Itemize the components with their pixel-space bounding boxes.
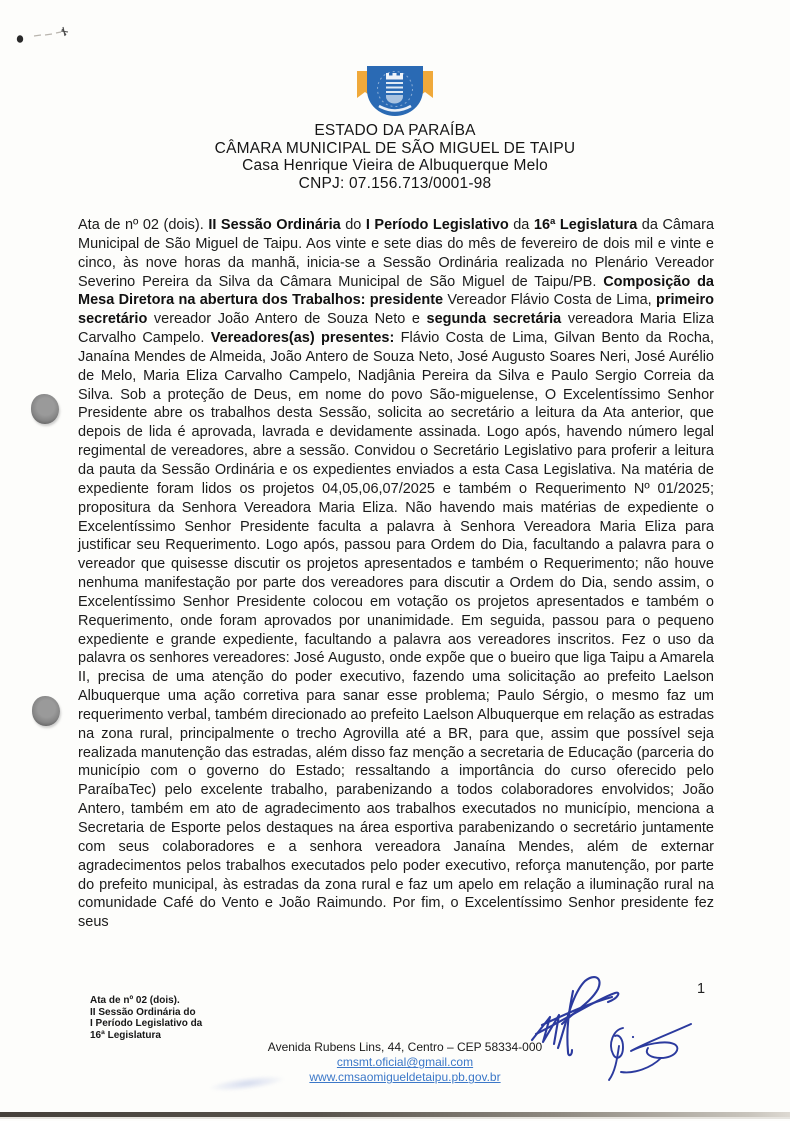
footer-ref-line: 16ª Legislatura xyxy=(90,1029,161,1041)
footer-ata-reference xyxy=(90,995,202,1041)
org-name-line: CÂMARA MUNICIPAL DE SÃO MIGUEL DE TAIPU xyxy=(214,139,576,157)
footer-ref-line: Ata de nº 02 (dois). xyxy=(90,995,180,1006)
pen-marks xyxy=(10,22,110,67)
municipal-crest-logo xyxy=(353,62,437,122)
scan-edge-shadow xyxy=(0,1117,790,1119)
state-line: ESTADO DA PARAÍBA xyxy=(314,122,476,139)
ata-body-text: Ata de nº 02 (dois). II Sessão Ordinária do I Período Legislativo da 16ª Legislatura da Câmara Municipal de São Miguel de Taipu. Aos vinte e sete dias do mês de fevereiro de dois mil e vinte e cinco, às nove horas da manhã, inicia-se a Sessão Ordinária realizada no Plenário Vereador Severino Pereira da Silva da Câmara Municipal de São Miguel de Taipu/PB. Composição da Mesa Diretora na abertura dos Trabalhos: presidente Vereador Flávio Costa de Lima, primeiro secretário vereador João Antero de Souza Neto e segunda secretária vereadora Maria Eliza Carvalho Campelo. Vereadores(as) presentes: Flávio Costa de Lima, Gilvan Bento da Rocha, Janaína Mendes de Almeida, João Antero de Souza Neto, José Augusto Soares Neri, José Aurélio de Melo, Maria Eliza Carvalho Campelo, Nadjânia Pereira da Silva e Paulo Sergio Correia da Silva. Sob a proteção de Deus, em nome do povo São-miguelense, O Excelentíssimo Senhor Presidente abre os trabalhos desta Sessão, solicita ao secretário a leitura da Ata anterior, que depois de lida é aprovada, lavrada e devidamente assinada. Logo após, havendo número legal regimental de vereadores, abre a sessão. Convidou o Secretário Legislativo para proferir a leitura da pauta da Sessão Ordinária e os expedientes enviados a esta Casa Legislativa. Na matéria de expediente foram lidos os projetos 04,05,06,07/2025 e também o Requerimento Nº 01/2025; propositura da Senhora Vereadora Maria Eliza. Não havendo mais matérias de expediente o Excelentíssimo Senhor Presidente faculta a palavra à Senhora Vereadora Maria Eliza para justificar seu Requerimento. Logo após, passou para Ordem do Dia, facultando a palavra para o vereador que quisesse discutir os projetos apresentados e também o Requerimento; não houve nenhuma manifestação por parte dos vereadores para discutir a Ordem do Dia, sendo assim, o Excelentíssimo Senhor Presidente colocou em votação os projetos apresentados e também o Requerimento, onde foram aprovados por unanimidade. Em seguida, passou para o pequeno expediente e grande expediente, facultando a palavra aos vereadores inscritos. Fez o uso da palavra os senhores vereadores: José Augusto, onde expõe que o bueiro que liga Taipu a Amarela II, precisa de uma atenção do poder executivo, fazendo uma solicitação ao prefeito Laelson Albuquerque uma ação corretiva para sanar esse problema; Paulo Sérgio, o mesmo faz um requerimento verbal, também direcionado ao prefeito Laelson Albuquerque em relação as estradas na zona rural, principalmente o trecho Agrovilla até a BR, para que, assim que possível seja realizada manutenção das estradas, além disso faz menção a secretaria de Educação (parceria do município com o governo do Estado; ressaltando a importância do curso oferecido pelo ParaíbaTec) pelo excelente trabalho, parabenizando a todos colaboradores envolvidos; João Antero, também em ato de agradecimento aos trabalhos executados no município, menciona a Secretaria de Esporte pelos destaques na área esportiva parabenizando o secretário juntamente com seus colaboradores e a senhora vereadora Janaína Mendes, além de externar agradecimentos pelos trabalhos executados pelo poder executivo, reforça manutenção, por parte do prefeito municipal, às estradas da zona rural e faz um apelo em relação a iluminação rural na comunidade Café do Vento e João Raimundo. Por fim, o Excelentíssimo Senhor presidente fez seus xyxy=(78,217,715,931)
house-name-line: Casa Henrique Vieira de Albuquerque Melo xyxy=(242,157,548,175)
hole-punch xyxy=(32,696,60,726)
letterhead xyxy=(0,122,790,192)
hole-punch xyxy=(31,394,59,424)
footer-email-link[interactable]: cmsmt.oficial@gmail.com xyxy=(336,1055,474,1070)
page-number: 1 xyxy=(697,981,706,997)
footer-website-link[interactable]: www.cmsaomigueldetaipu.pb.gov.br xyxy=(309,1070,501,1085)
footer-ref-line: I Período Legislativo da xyxy=(90,1018,203,1030)
footer-ref-line: II Sessão Ordinária do xyxy=(90,1006,196,1018)
footer-address: Avenida Rubens Lins, 44, Centro – CEP 58334-000 xyxy=(267,1040,543,1054)
secretary-signature xyxy=(603,1016,698,1086)
cnpj-line: CNPJ: 07.156.713/0001-98 xyxy=(298,174,492,192)
